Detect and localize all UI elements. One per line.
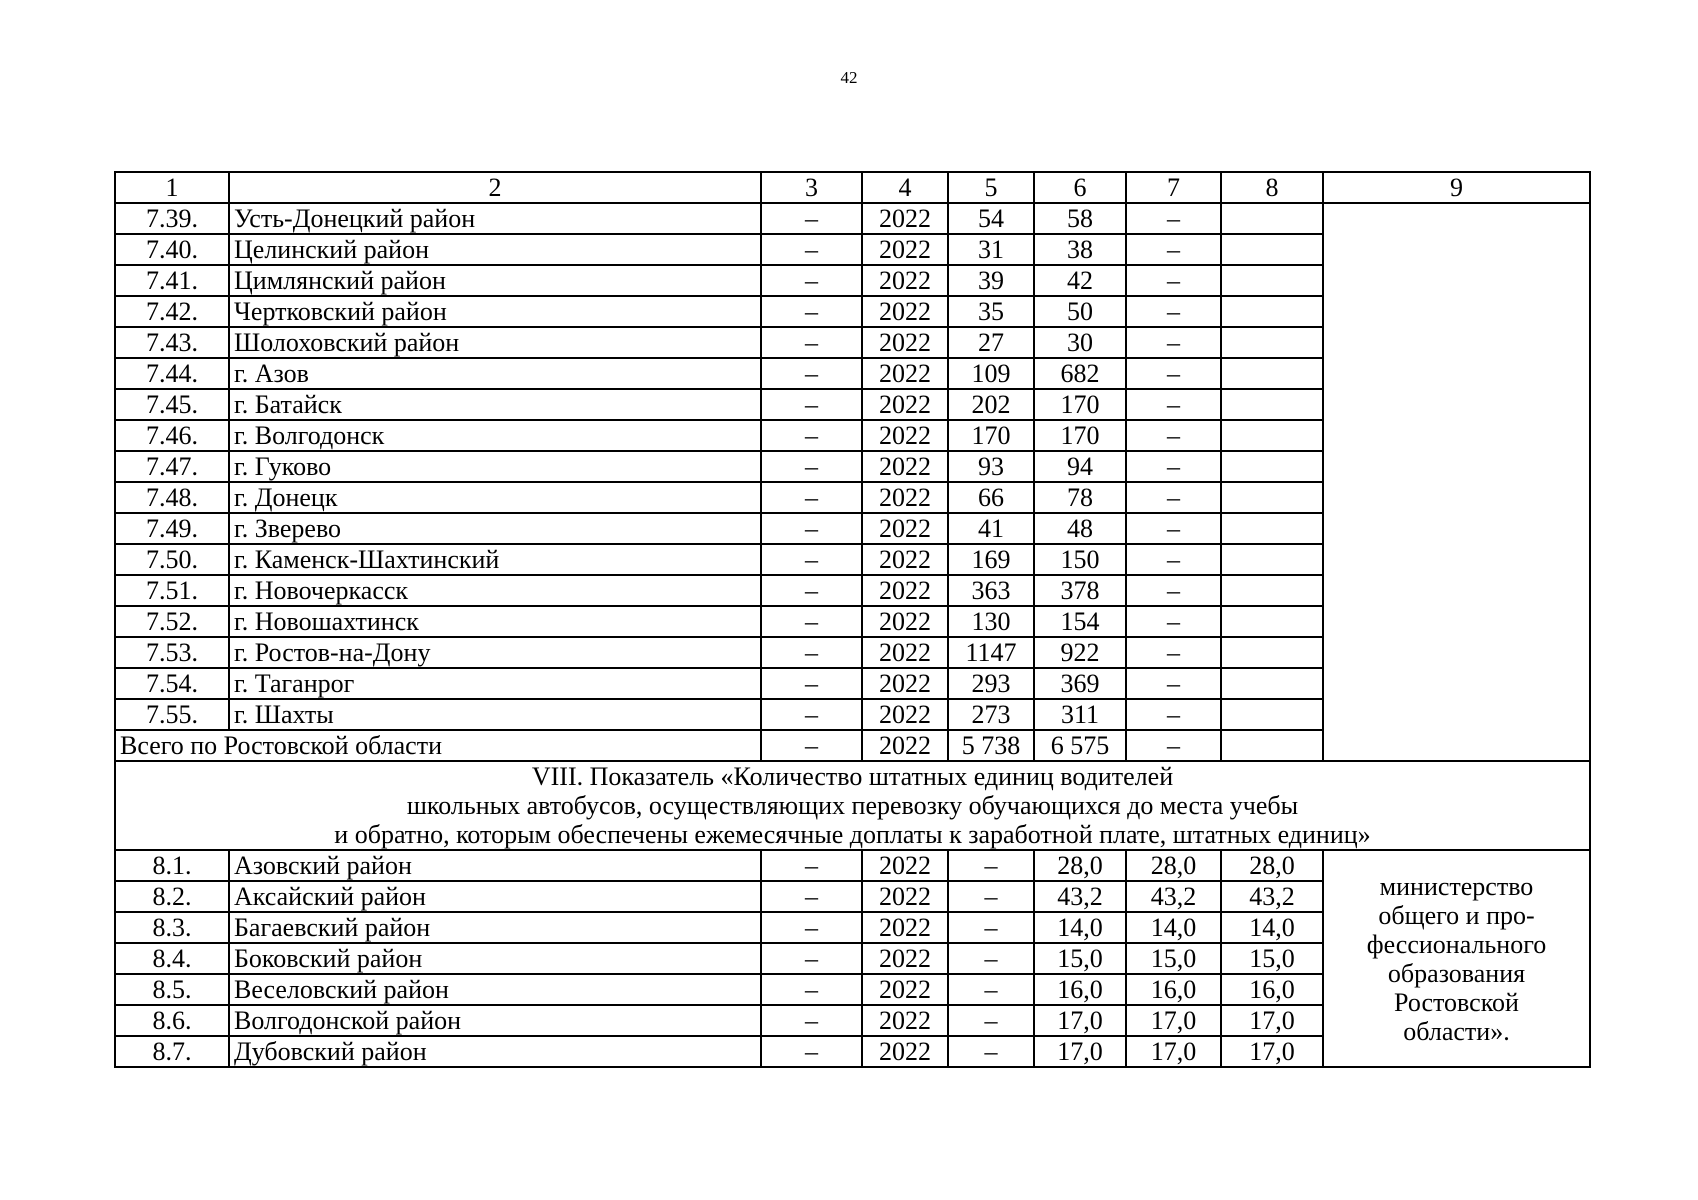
cell-col5: –: [948, 1005, 1034, 1036]
cell-col7: –: [1126, 358, 1221, 389]
cell-col3: –: [761, 451, 862, 482]
row-number: 8.2.: [115, 881, 229, 912]
cell-col3: –: [761, 606, 862, 637]
cell-col8: 43,2: [1221, 881, 1323, 912]
col9-merged-section7: [1323, 203, 1590, 761]
cell-col4: 2022: [862, 389, 948, 420]
table-row: [115, 203, 1590, 234]
row-name: г. Батайск: [229, 389, 761, 420]
cell-col4: 2022: [862, 881, 948, 912]
cell-col4: 2022: [862, 420, 948, 451]
cell-col7: –: [1126, 296, 1221, 327]
cell-col4: 2022: [862, 668, 948, 699]
header-cell-8: 8: [1221, 172, 1323, 203]
row-name: Цимлянский район: [229, 265, 761, 296]
cell-col4: 2022: [862, 1036, 948, 1067]
row-number: 7.39.: [115, 203, 229, 234]
cell-col3: –: [761, 389, 862, 420]
cell-col7: –: [1126, 730, 1221, 761]
row-name: г. Каменск-Шахтинский: [229, 544, 761, 575]
responsible-ministry: [1323, 850, 1590, 1067]
cell-col6: 369: [1034, 668, 1126, 699]
cell-col7: –: [1126, 389, 1221, 420]
cell-col5: 41: [948, 513, 1034, 544]
cell-col4: 2022: [862, 358, 948, 389]
cell-col8: [1221, 513, 1323, 544]
row-number: 7.43.: [115, 327, 229, 358]
cell-col6: 43,2: [1034, 881, 1126, 912]
cell-col6: 17,0: [1034, 1036, 1126, 1067]
cell-col7: –: [1126, 606, 1221, 637]
cell-col4: 2022: [862, 974, 948, 1005]
cell-col7: 17,0: [1126, 1005, 1221, 1036]
cell-col8: 16,0: [1221, 974, 1323, 1005]
row-number: 8.3.: [115, 912, 229, 943]
cell-col5: 31: [948, 234, 1034, 265]
cell-col7: –: [1126, 420, 1221, 451]
cell-col4: 2022: [862, 513, 948, 544]
header-row: [115, 172, 1590, 203]
cell-col8: [1221, 420, 1323, 451]
cell-col4: 2022: [862, 943, 948, 974]
cell-col7: –: [1126, 265, 1221, 296]
row-number: 7.44.: [115, 358, 229, 389]
cell-col5: 54: [948, 203, 1034, 234]
cell-col3: –: [761, 881, 862, 912]
cell-col5: 293: [948, 668, 1034, 699]
cell-col8: [1221, 327, 1323, 358]
cell-col6: 170: [1034, 420, 1126, 451]
row-name: Дубовский район: [229, 1036, 761, 1067]
cell-col7: 17,0: [1126, 1036, 1221, 1067]
cell-col6: 17,0: [1034, 1005, 1126, 1036]
cell-col6: 78: [1034, 482, 1126, 513]
row-number: 7.53.: [115, 637, 229, 668]
section-title: [115, 761, 1590, 850]
cell-col6: 170: [1034, 389, 1126, 420]
row-number: 7.50.: [115, 544, 229, 575]
cell-col4: 2022: [862, 265, 948, 296]
cell-col6: 42: [1034, 265, 1126, 296]
row-name: г. Донецк: [229, 482, 761, 513]
cell-col4: 2022: [862, 637, 948, 668]
cell-col7: –: [1126, 327, 1221, 358]
cell-col7: –: [1126, 482, 1221, 513]
cell-col6: 38: [1034, 234, 1126, 265]
cell-col3: –: [761, 544, 862, 575]
header-cell-7: 7: [1126, 172, 1221, 203]
ministry-line: области».: [1403, 1016, 1510, 1046]
cell-col8: [1221, 606, 1323, 637]
cell-col3: –: [761, 265, 862, 296]
cell-col5: –: [948, 1036, 1034, 1067]
cell-col4: 2022: [862, 699, 948, 730]
cell-col5: –: [948, 912, 1034, 943]
cell-col8: [1221, 296, 1323, 327]
row-name: Азовский район: [229, 850, 761, 881]
cell-col6: 94: [1034, 451, 1126, 482]
row-name: Чертковский район: [229, 296, 761, 327]
cell-col5: –: [948, 974, 1034, 1005]
header-cell-3: 3: [761, 172, 862, 203]
cell-col4: 2022: [862, 482, 948, 513]
cell-col6: 30: [1034, 327, 1126, 358]
cell-col3: –: [761, 575, 862, 606]
header-cell-2: 2: [229, 172, 761, 203]
cell-col8: [1221, 730, 1323, 761]
row-number: 7.46.: [115, 420, 229, 451]
cell-col6: 28,0: [1034, 850, 1126, 881]
row-name: г. Шахты: [229, 699, 761, 730]
row-number: 8.5.: [115, 974, 229, 1005]
cell-col6: 15,0: [1034, 943, 1126, 974]
cell-col3: –: [761, 1036, 862, 1067]
cell-col4: 2022: [862, 327, 948, 358]
cell-col3: –: [761, 943, 862, 974]
cell-col7: –: [1126, 699, 1221, 730]
cell-col4: 2022: [862, 912, 948, 943]
cell-col8: [1221, 265, 1323, 296]
row-name: г. Волгодонск: [229, 420, 761, 451]
ministry-line: министерство: [1379, 871, 1534, 901]
cell-col3: –: [761, 637, 862, 668]
row-number: 7.45.: [115, 389, 229, 420]
cell-col8: 17,0: [1221, 1005, 1323, 1036]
row-name: Багаевский район: [229, 912, 761, 943]
cell-col8: [1221, 451, 1323, 482]
cell-col5: 39: [948, 265, 1034, 296]
cell-col8: [1221, 358, 1323, 389]
cell-col5: 1147: [948, 637, 1034, 668]
cell-col7: 43,2: [1126, 881, 1221, 912]
row-number: 7.41.: [115, 265, 229, 296]
row-name: г. Новочеркасск: [229, 575, 761, 606]
row-name: г. Гуково: [229, 451, 761, 482]
cell-col8: 17,0: [1221, 1036, 1323, 1067]
row-number: 7.47.: [115, 451, 229, 482]
cell-col8: 28,0: [1221, 850, 1323, 881]
cell-col5: 109: [948, 358, 1034, 389]
cell-col5: 130: [948, 606, 1034, 637]
page-number: 42: [840, 68, 858, 87]
row-name: Волгодонской район: [229, 1005, 761, 1036]
ministry-line: Ростовской: [1394, 987, 1519, 1017]
cell-col5: 202: [948, 389, 1034, 420]
cell-col8: [1221, 637, 1323, 668]
row-number: 8.4.: [115, 943, 229, 974]
cell-col4: 2022: [862, 1005, 948, 1036]
cell-col3: –: [761, 234, 862, 265]
cell-col7: 16,0: [1126, 974, 1221, 1005]
cell-col4: 2022: [862, 575, 948, 606]
row-number: 7.49.: [115, 513, 229, 544]
cell-col8: [1221, 389, 1323, 420]
cell-col6: 50: [1034, 296, 1126, 327]
row-name: г. Зверево: [229, 513, 761, 544]
header-cell-4: 4: [862, 172, 948, 203]
cell-col6: 6 575: [1034, 730, 1126, 761]
cell-col8: [1221, 544, 1323, 575]
cell-col4: 2022: [862, 730, 948, 761]
row-number: 7.40.: [115, 234, 229, 265]
cell-col6: 48: [1034, 513, 1126, 544]
cell-col6: 154: [1034, 606, 1126, 637]
cell-col5: 66: [948, 482, 1034, 513]
cell-col8: 15,0: [1221, 943, 1323, 974]
cell-col6: 311: [1034, 699, 1126, 730]
row-name: Веселовский район: [229, 974, 761, 1005]
cell-col7: –: [1126, 451, 1221, 482]
cell-col8: [1221, 575, 1323, 606]
cell-col7: 28,0: [1126, 850, 1221, 881]
row-name: г. Азов: [229, 358, 761, 389]
cell-col6: 922: [1034, 637, 1126, 668]
cell-col3: –: [761, 730, 862, 761]
cell-col5: 35: [948, 296, 1034, 327]
row-name: Аксайский район: [229, 881, 761, 912]
cell-col4: 2022: [862, 296, 948, 327]
cell-col8: [1221, 234, 1323, 265]
cell-col3: –: [761, 296, 862, 327]
ministry-line: общего и про-: [1378, 900, 1535, 930]
header-cell-6: 6: [1034, 172, 1126, 203]
cell-col3: –: [761, 420, 862, 451]
cell-col5: 27: [948, 327, 1034, 358]
row-number: 7.54.: [115, 668, 229, 699]
row-number: 8.1.: [115, 850, 229, 881]
header-cell-5: 5: [948, 172, 1034, 203]
cell-col8: [1221, 482, 1323, 513]
cell-col6: 682: [1034, 358, 1126, 389]
row-number: 7.48.: [115, 482, 229, 513]
header-cell-9: 9: [1323, 172, 1590, 203]
cell-col3: –: [761, 482, 862, 513]
cell-col5: 93: [948, 451, 1034, 482]
row-number: 7.42.: [115, 296, 229, 327]
cell-col7: –: [1126, 234, 1221, 265]
cell-col3: –: [761, 668, 862, 699]
cell-col3: –: [761, 513, 862, 544]
cell-col7: –: [1126, 575, 1221, 606]
row-name: Боковский район: [229, 943, 761, 974]
cell-col5: 363: [948, 575, 1034, 606]
cell-col5: 170: [948, 420, 1034, 451]
cell-col7: –: [1126, 513, 1221, 544]
cell-col3: –: [761, 203, 862, 234]
section-title-line: школьных автобусов, осуществляющих перевозку обучающихся до места учебы: [406, 791, 1299, 820]
cell-col5: –: [948, 881, 1034, 912]
row-number: 7.55.: [115, 699, 229, 730]
cell-col3: –: [761, 327, 862, 358]
cell-col5: 273: [948, 699, 1034, 730]
cell-col7: –: [1126, 668, 1221, 699]
cell-col4: 2022: [862, 203, 948, 234]
cell-col4: 2022: [862, 606, 948, 637]
cell-col3: –: [761, 1005, 862, 1036]
data-table: [114, 171, 1591, 1068]
row-name: г. Таганрог: [229, 668, 761, 699]
cell-col4: 2022: [862, 850, 948, 881]
cell-col3: –: [761, 850, 862, 881]
cell-col7: 14,0: [1126, 912, 1221, 943]
cell-col5: 169: [948, 544, 1034, 575]
section-title-line: VIII. Показатель «Количество штатных единиц водителей: [531, 762, 1174, 791]
row-number: 8.7.: [115, 1036, 229, 1067]
cell-col4: 2022: [862, 234, 948, 265]
cell-col6: 378: [1034, 575, 1126, 606]
cell-col4: 2022: [862, 544, 948, 575]
cell-col5: 5 738: [948, 730, 1034, 761]
cell-col3: –: [761, 974, 862, 1005]
row-name: Шолоховский район: [229, 327, 761, 358]
cell-col7: –: [1126, 544, 1221, 575]
cell-col7: 15,0: [1126, 943, 1221, 974]
cell-col6: 150: [1034, 544, 1126, 575]
table-row: [115, 850, 1590, 881]
cell-col8: [1221, 203, 1323, 234]
cell-col6: 58: [1034, 203, 1126, 234]
section-header-row: [115, 761, 1590, 850]
cell-col3: –: [761, 912, 862, 943]
row-name: г. Новошахтинск: [229, 606, 761, 637]
ministry-line: фессионального: [1366, 929, 1547, 959]
cell-col8: [1221, 668, 1323, 699]
row-name: г. Ростов-на-Дону: [229, 637, 761, 668]
section-title-line: и обратно, которым обеспечены ежемесячные доплаты к заработной плате, штатных единиц»: [334, 820, 1371, 849]
row-number: 7.52.: [115, 606, 229, 637]
cell-col6: 14,0: [1034, 912, 1126, 943]
cell-col6: 16,0: [1034, 974, 1126, 1005]
cell-col8: [1221, 699, 1323, 730]
cell-col4: 2022: [862, 451, 948, 482]
cell-col7: –: [1126, 637, 1221, 668]
ministry-line: образования: [1387, 958, 1526, 988]
cell-col7: –: [1126, 203, 1221, 234]
row-name: Усть-Донецкий район: [229, 203, 761, 234]
cell-col5: –: [948, 850, 1034, 881]
header-cell-1: 1: [115, 172, 229, 203]
cell-col5: –: [948, 943, 1034, 974]
cell-col3: –: [761, 699, 862, 730]
row-number: 8.6.: [115, 1005, 229, 1036]
row-number: 7.51.: [115, 575, 229, 606]
cell-col3: –: [761, 358, 862, 389]
row-name: Целинский район: [229, 234, 761, 265]
total-label: Всего по Ростовской области: [115, 730, 761, 761]
cell-col8: 14,0: [1221, 912, 1323, 943]
